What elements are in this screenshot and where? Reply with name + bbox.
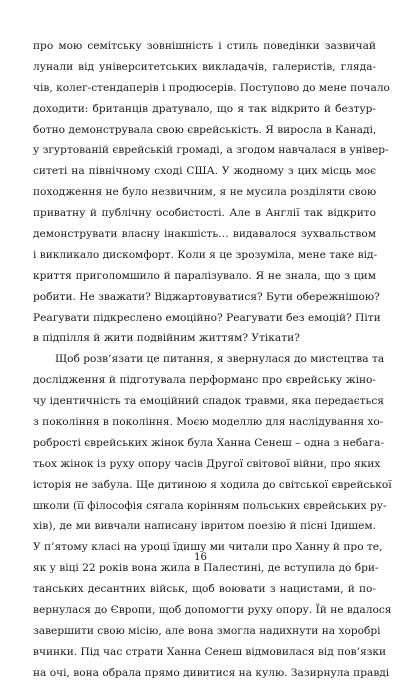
text-line: дослідження й підготувала перформанс про єврейську жіно- [33, 374, 376, 387]
text-line: хів), де ми вивчали написану івритом поезію й пісні Ідишем. [33, 520, 376, 533]
body-text [33, 36, 392, 684]
text-line: з покоління в покоління. Моєю моделлю для наслідування хо- [33, 416, 384, 429]
text-line: танських десантних військ, щоб воювати з нацистами, й по- [33, 583, 376, 596]
text-line: У п’ятому класі на уроці їдишу ми читали про Ханну й про те, [33, 541, 383, 554]
text-line: про мою семітську зовнішність і стиль поведінки зазвичай [33, 40, 376, 52]
text-line: робрості єврейських жінок була Ханна Сенеш – одна з небага- [33, 436, 385, 449]
text-line: вчинки. Під час страти Ханна Сенеш відмовилася від пов’язки [33, 645, 387, 658]
text-line: ботно демонструвала свою єврейськість. Я виросла в Канаді, [33, 123, 377, 136]
text-line: приватну й публічну особистості. Але в Англії так відкрито [33, 207, 376, 220]
text-line: вернулася до Європи, щоб допомогти руху опору. Їй не вдалося [33, 604, 392, 617]
text-line: чів, колег-стендаперів і продюсерів. Поступово до мене почало [33, 81, 390, 94]
text-line: школи (її філософія сягала корінням польських єврейських ру- [33, 499, 387, 512]
text-line: криття приголомшило й паралізувало. Я не знала, що з цим [33, 269, 376, 282]
text-line: тьох жінок із руху опору часів Другої світової війни, про яких [33, 457, 381, 470]
text-line: доходити: британців дратувало, що я так відкрито й безтур- [33, 102, 376, 115]
text-line: на очі, вона обрала прямо дивитися на кулю. Зазирнула правді [33, 666, 390, 679]
text-line: походження не було незвичним, я не мусила розділяти свою [33, 186, 377, 199]
text-line: ситеті на північному сході США. У жодному з цих місць моє [33, 165, 376, 178]
text-line: історія не забула. Ще дитиною я ходила до світської єврейської [33, 478, 392, 491]
page-number: 16 [194, 552, 207, 563]
text-line: як у віці 22 років вона жила в Палестині, де вступила до бри- [33, 562, 379, 575]
paragraph-first-line: Щоб розв’язати це питання, я звернулася до мистецтва та [55, 353, 385, 366]
text-line: у згуртованій єврейській громаді, а згодом навчалася в універ- [33, 144, 389, 157]
text-line: Реагувати підкреслено емоційно? Реагувати без емоцій? Піти [33, 311, 381, 324]
text-line: і викликало дискомфорт. Коли я це зрозуміла, мене таке від- [33, 248, 378, 261]
text-line: завершити свою місію, але вона змогла надихнути на хоробрі [33, 624, 381, 637]
text-line: демонструвати власну інакшість… видавалося зухвальством [33, 228, 376, 241]
text-line: робити. Не зважати? Віджартовуватися? Бути обережнішою? [33, 290, 380, 303]
text-line: чу ідентичність та емоційний спадок травми, яка передається [33, 395, 384, 408]
text-line: в підпілля й жити подвійним життям? Утікати? [33, 332, 300, 345]
text-line: лунали від університетських викладачів, галеристів, гляда- [33, 60, 376, 73]
